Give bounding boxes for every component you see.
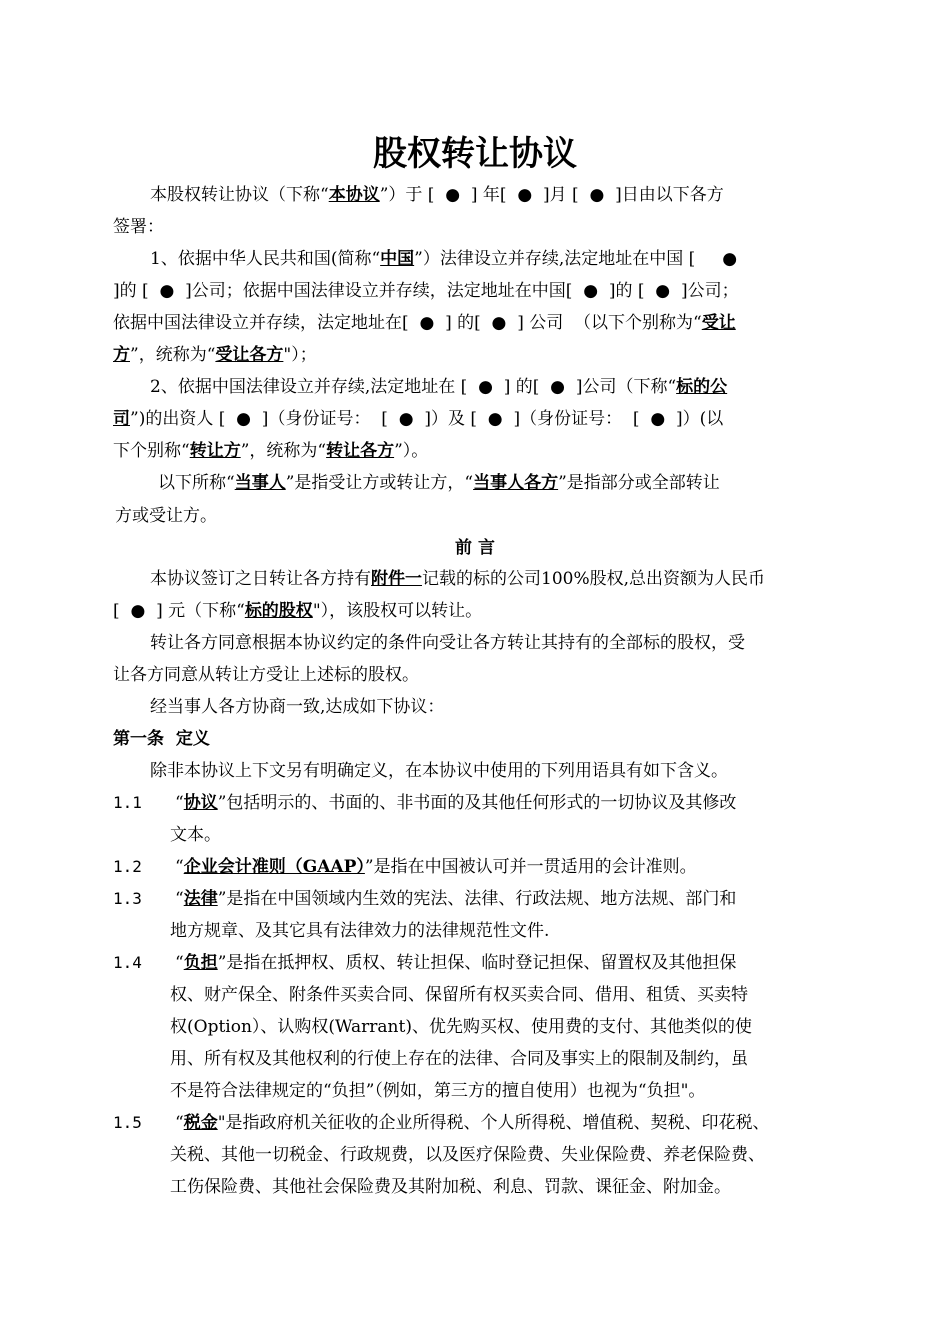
definition-line: [170, 1144, 765, 1166]
definition-line: [170, 920, 549, 942]
party-paragraph-1-line: ]的 [ ● ]公司；依据中国法律设立并存续，法定地址在中国[ ● ]的 [ ● ]公司；: [113, 281, 739, 301]
text-run: ”包括明示的、书面的、非书面的及其他任何形式的一切协议及其修改: [217, 793, 737, 813]
text-run: ”是指在中国被认可并一贯适用的会计准则。: [364, 857, 697, 877]
text-run: ”）。: [394, 441, 429, 461]
text-run: ”是指在中国领域内生效的宪法、法律、行政法规、地方法规、部门和: [217, 889, 737, 909]
parties-definition-line: 方或受让方。: [115, 506, 217, 526]
defined-term: 标的公: [676, 377, 728, 397]
defined-term: 司: [113, 409, 130, 429]
party-paragraph-2-line: [113, 408, 723, 430]
text-run: 记载的标的公司100%股权,总出资额为人民币: [422, 569, 766, 589]
document-title: 股权转让协议: [373, 134, 577, 174]
defined-term: 协议: [183, 793, 218, 813]
defined-term: 法律: [183, 889, 218, 909]
defined-term: 转让各方: [326, 441, 395, 461]
text-run: 关税、其他一切税金、行政规费，以及医疗保险费、失业保险费、养老保险费、: [170, 1145, 765, 1165]
defined-term: 本协议: [328, 185, 380, 205]
text-run: 地方规章、及其它具有法律效力的法律规范性文件.: [170, 921, 550, 941]
text-run: 2、依据中国法律设立并存续,法定地址在 [ ● ] 的[ ● ]公司（下称“: [150, 377, 677, 397]
foreword-line: 让各方同意从转让方受让上述标的股权。: [113, 665, 419, 685]
text-run: 用、所有权及其他权利的行使上存在的法律、合同及事实上的限制及制约，虽: [170, 1049, 748, 1069]
text-run: “: [175, 793, 184, 813]
text-run: ”是指受让方或转让方，“: [285, 473, 474, 493]
definition-line: [175, 792, 736, 814]
text-run: 工伤保险费、其他社会保险费及其附加税、利息、罚款、课征金、附加金。: [170, 1177, 731, 1197]
defined-term: 标的股权: [244, 601, 313, 621]
defined-term: 负担: [183, 953, 218, 973]
definition-number: 1.5: [113, 1113, 142, 1132]
definition-line: [170, 984, 748, 1006]
text-run: “: [175, 889, 184, 909]
foreword-line: 经当事人各方协商一致,达成如下协议：: [150, 697, 445, 717]
defined-term: 方: [113, 345, 130, 365]
text-run: “: [175, 857, 184, 877]
definition-number: 1.4: [113, 953, 142, 972]
text-run: ”是指在抵押权、质权、转让担保、临时登记担保、留置权及其他担保: [217, 953, 737, 973]
definition-line: [175, 1112, 770, 1134]
definition-line: [175, 888, 736, 910]
text-run: 1、依据中华人民共和国(简称“: [150, 249, 381, 269]
preamble-line: 签署：: [113, 217, 164, 237]
text-run: “: [175, 1113, 184, 1133]
text-run: “: [175, 953, 184, 973]
text-run: ”)的出资人 [ ● ]（身份证号： [ ● ]）及 [ ● ]（身份证号： [ ● ]）(以: [130, 409, 724, 429]
defined-term: 中国: [380, 249, 415, 269]
text-run: "）；: [283, 345, 317, 365]
defined-term: 受让各方: [215, 345, 284, 365]
defined-term: 当事人各方: [473, 473, 559, 493]
definition-line: [170, 1048, 748, 1070]
definition-number: 1.1: [113, 793, 142, 812]
defined-term: 转让方: [189, 441, 241, 461]
text-run: 不是符合法律规定的“负担”（例如，第三方的擅自使用）也视为“负担"。: [170, 1081, 706, 1101]
foreword-line: 转让各方同意根据本协议约定的条件向受让各方转让其持有的全部标的股权，受: [150, 633, 745, 653]
text-run: "是指政府机关征收的企业所得税、个人所得税、增值税、契税、印花税、: [217, 1113, 770, 1133]
definition-line: [175, 952, 736, 974]
foreword-heading: 前 言: [455, 538, 495, 558]
party-paragraph-1-line: [113, 312, 736, 334]
text-run: "），该股权可以转让。: [312, 601, 483, 621]
party-paragraph-2-line: [113, 440, 428, 462]
text-run: 本协议签订之日转让各方持有: [150, 569, 371, 589]
article-1-heading: 第一条 定义: [113, 729, 210, 749]
defined-term: 附件一: [371, 569, 422, 589]
text-run: ”，统称为“: [240, 441, 327, 461]
text-run: [ ● ] 元（下称“: [113, 601, 245, 621]
defined-term: 企业会计准则（GAAP）: [183, 857, 365, 877]
article-1-intro: 除非本协议上下文另有明确定义，在本协议中使用的下列用语具有如下含义。: [150, 761, 728, 781]
text-run: 权、财产保全、附条件买卖合同、保留所有权买卖合同、借用、租赁、买卖特: [170, 985, 748, 1005]
party-paragraph-2-line: [150, 376, 727, 398]
text-run: ”是指部分或全部转让: [558, 473, 720, 493]
party-paragraph-1-line: [113, 344, 317, 366]
definition-line: [170, 1016, 752, 1038]
defined-term: 受让: [701, 313, 736, 333]
text-run: 文本。: [170, 825, 221, 845]
definition-line: [170, 824, 221, 846]
text-run: 下个别称“: [113, 441, 190, 461]
text-run: ”，统称为“: [130, 345, 216, 365]
definition-line: [170, 1080, 705, 1102]
foreword-line: [113, 600, 482, 622]
defined-term: 当事人: [234, 473, 286, 493]
text-run: 本股权转让协议（下称“: [150, 185, 329, 205]
text-run: 依据中国法律设立并存续，法定地址在[ ● ] 的[ ● ] 公司 （以下个别称为“: [113, 313, 702, 333]
definition-number: 1.3: [113, 889, 142, 908]
text-run: ”）法律设立并存续,法定地址在中国 [ ●: [414, 249, 738, 269]
party-paragraph-1-line: [150, 248, 737, 270]
text-run: 以下所称“: [158, 473, 235, 493]
text-run: ”）于 [ ● ] 年[ ● ]月 [ ● ]日由以下各方: [379, 185, 724, 205]
preamble-line: [150, 184, 724, 206]
definition-line: [175, 856, 697, 878]
text-run: 权(Option）、认购权(Warrant)、优先购买权、使用费的支付、其他类似的使: [170, 1017, 752, 1037]
defined-term: 税金: [183, 1113, 218, 1133]
definition-line: [170, 1176, 731, 1198]
foreword-line: [150, 568, 765, 590]
definition-number: 1.2: [113, 857, 142, 876]
parties-definition-line: [158, 472, 720, 494]
